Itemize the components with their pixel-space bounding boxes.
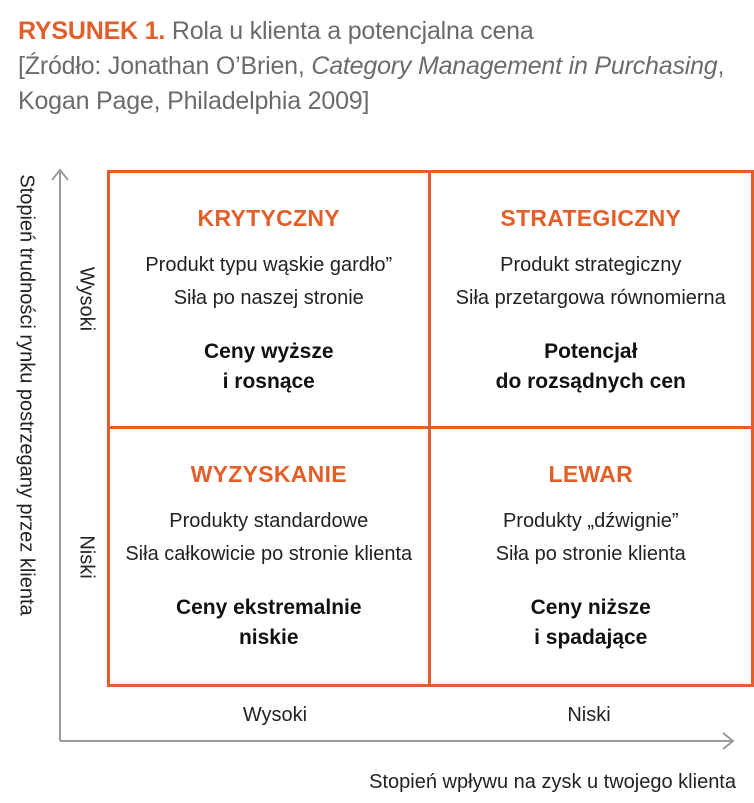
- quadrant-description: Siła całkowicie po stronie klienta: [125, 542, 413, 565]
- quadrant-description: Siła po naszej stronie: [173, 287, 364, 309]
- quadrant-price-line: i rosnące: [222, 370, 315, 393]
- quadrant-price-line: Potencjał: [544, 340, 638, 363]
- x-axis-high-label: Wysoki: [242, 704, 308, 726]
- quadrant-description: Produkt typu wąskie gardło”: [145, 254, 393, 276]
- x-axis-title: Stopień wpływu na zysk u twojego klienta: [369, 771, 736, 793]
- source-suffix: ,: [717, 52, 725, 80]
- source-prefix: [Źródło: Jonathan O’Brien,: [18, 52, 312, 80]
- quadrant-description: Produkty „dźwignie”: [502, 509, 679, 532]
- quadrant-krytyczny: [110, 173, 431, 429]
- quadrant-lewar: [431, 429, 752, 685]
- y-axis-low-label: Niski: [75, 535, 98, 579]
- quadrant-price: [110, 593, 428, 653]
- quadrant-price-line: Ceny niższe: [530, 595, 651, 619]
- quadrant-title: STRATEGICZNY: [500, 205, 682, 231]
- quadrant-matrix: [107, 170, 754, 687]
- quadrant-price-line: niskie: [238, 625, 299, 649]
- quadrant-price-line: Ceny wyższe: [203, 340, 334, 363]
- y-axis-high-label: Wysoki: [75, 266, 98, 332]
- source-book-title: Category Management in Purchasing: [311, 52, 718, 80]
- x-axis-low-label: Niski: [567, 704, 611, 726]
- quadrant-description: Produkty standardowe: [169, 509, 369, 532]
- quadrant-description: Siła przetargowa równomierna: [455, 287, 726, 309]
- quadrant-strategiczny: [431, 173, 752, 429]
- quadrant-description: Produkt strategiczny: [500, 254, 682, 276]
- quadrant-price-line: do rozsądnych cen: [495, 370, 686, 393]
- quadrant-title: LEWAR: [548, 460, 634, 487]
- quadrant-title: KRYTYCZNY: [197, 205, 340, 231]
- quadrant-price: [110, 337, 428, 397]
- quadrant-price-line: i spadające: [534, 625, 648, 649]
- quadrant-price: [431, 593, 752, 653]
- figure-title: Rola u klienta a potencjalna cena: [171, 17, 534, 45]
- quadrant-description: Siła po stronie klienta: [495, 542, 686, 565]
- figure-label: RYSUNEK 1.: [18, 17, 166, 45]
- quadrant-price-line: Ceny ekstremalnie: [175, 595, 362, 619]
- caption-source-line-2: Kogan Page, Philadelphia 2009]: [18, 87, 370, 115]
- quadrant-wyzyskanie: [110, 429, 431, 685]
- quadrant-price: [431, 337, 752, 397]
- y-axis-title: Stopień trudności rynku postrzegany przez klienta: [15, 174, 38, 616]
- quadrant-title: WYZYSKANIE: [190, 460, 347, 487]
